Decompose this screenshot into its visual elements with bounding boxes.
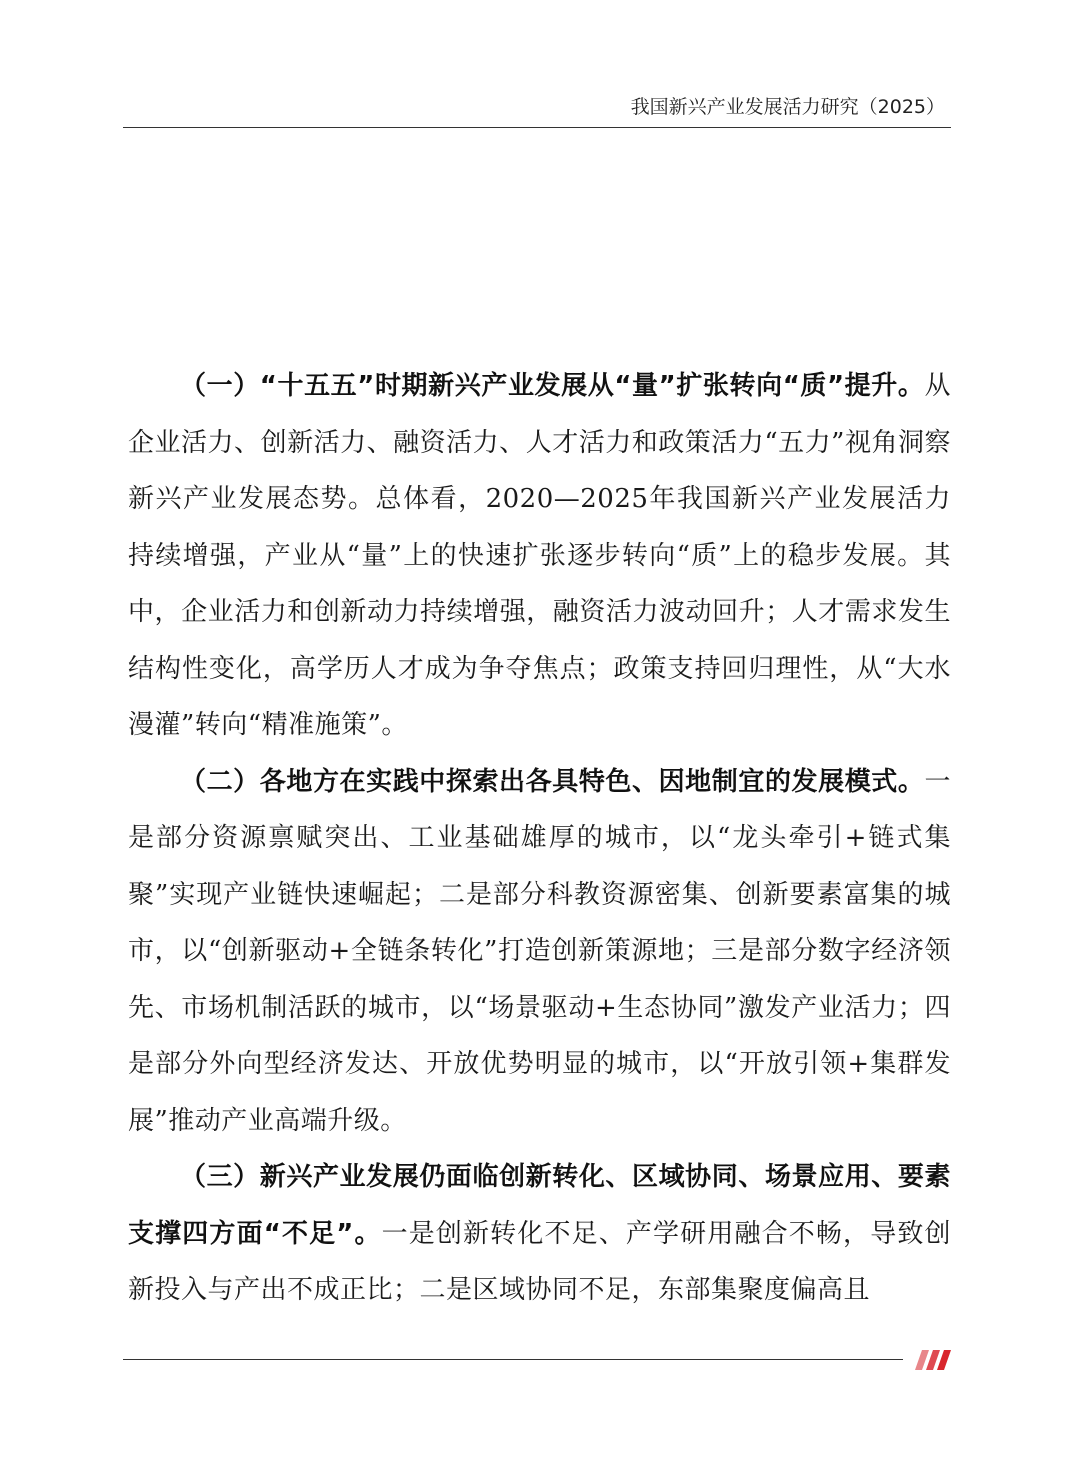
paragraph-2 <box>128 754 951 1150</box>
paragraph-1-heading: （一）“十五五”时期新兴产业发展从“量”扩张转向“质”提升。 <box>180 371 925 401</box>
running-header-title: 我国新兴产业发展活力研究（2025） <box>630 96 945 118</box>
footer-divider <box>123 1359 903 1360</box>
slash-stripes-icon <box>910 1348 954 1372</box>
paragraph-3-heading: （三）新兴产业发展仍面临创新转化、区域协同、场景应用、要素支撑四方面“不足”。 <box>128 1162 951 1249</box>
paragraph-1-text: 从企业活力、创新活力、融资活力、人才活力和政策活力“五力”视角洞察新兴产业发展态势。总体看，2020—2025年我国新兴产业发展活力持续增强，产业从“量”上的快速扩张逐步转向“质”上的稳步发展。其中，企业活力和创新动力持续增强，融资活力波动回升；人才需求发生结构性变化，高学历人才成为争夺焦点；政策支持回归理性，从“大水漫灌”转向“精准施策”。 <box>128 371 951 740</box>
header-divider <box>123 127 951 128</box>
paragraph-2-text: 一是部分资源禀赋突出、工业基础雄厚的城市，以“龙头牵引+链式集聚”实现产业链快速崛起；二是部分科教资源密集、创新要素富集的城市，以“创新驱动+全链条转化”打造创新策源地；三是部分数字经济领先、市场机制活跃的城市，以“场景驱动+生态协同”激发产业活力；四是部分外向型经济发达、开放优势明显的城市，以“开放引领+集群发展”推动产业高端升级。 <box>128 766 951 1136</box>
main-body <box>128 358 951 1319</box>
paragraph-2-heading: （二）各地方在实践中探索出各具特色、因地制宜的发展模式。 <box>180 766 925 797</box>
paragraph-1 <box>128 358 951 754</box>
paragraph-3 <box>128 1149 951 1319</box>
paragraph-3-text: 一是创新转化不足、产学研用融合不畅，导致创新投入与产出不成正比；二是区域协同不足，东部集聚度偏高且 <box>128 1218 951 1305</box>
